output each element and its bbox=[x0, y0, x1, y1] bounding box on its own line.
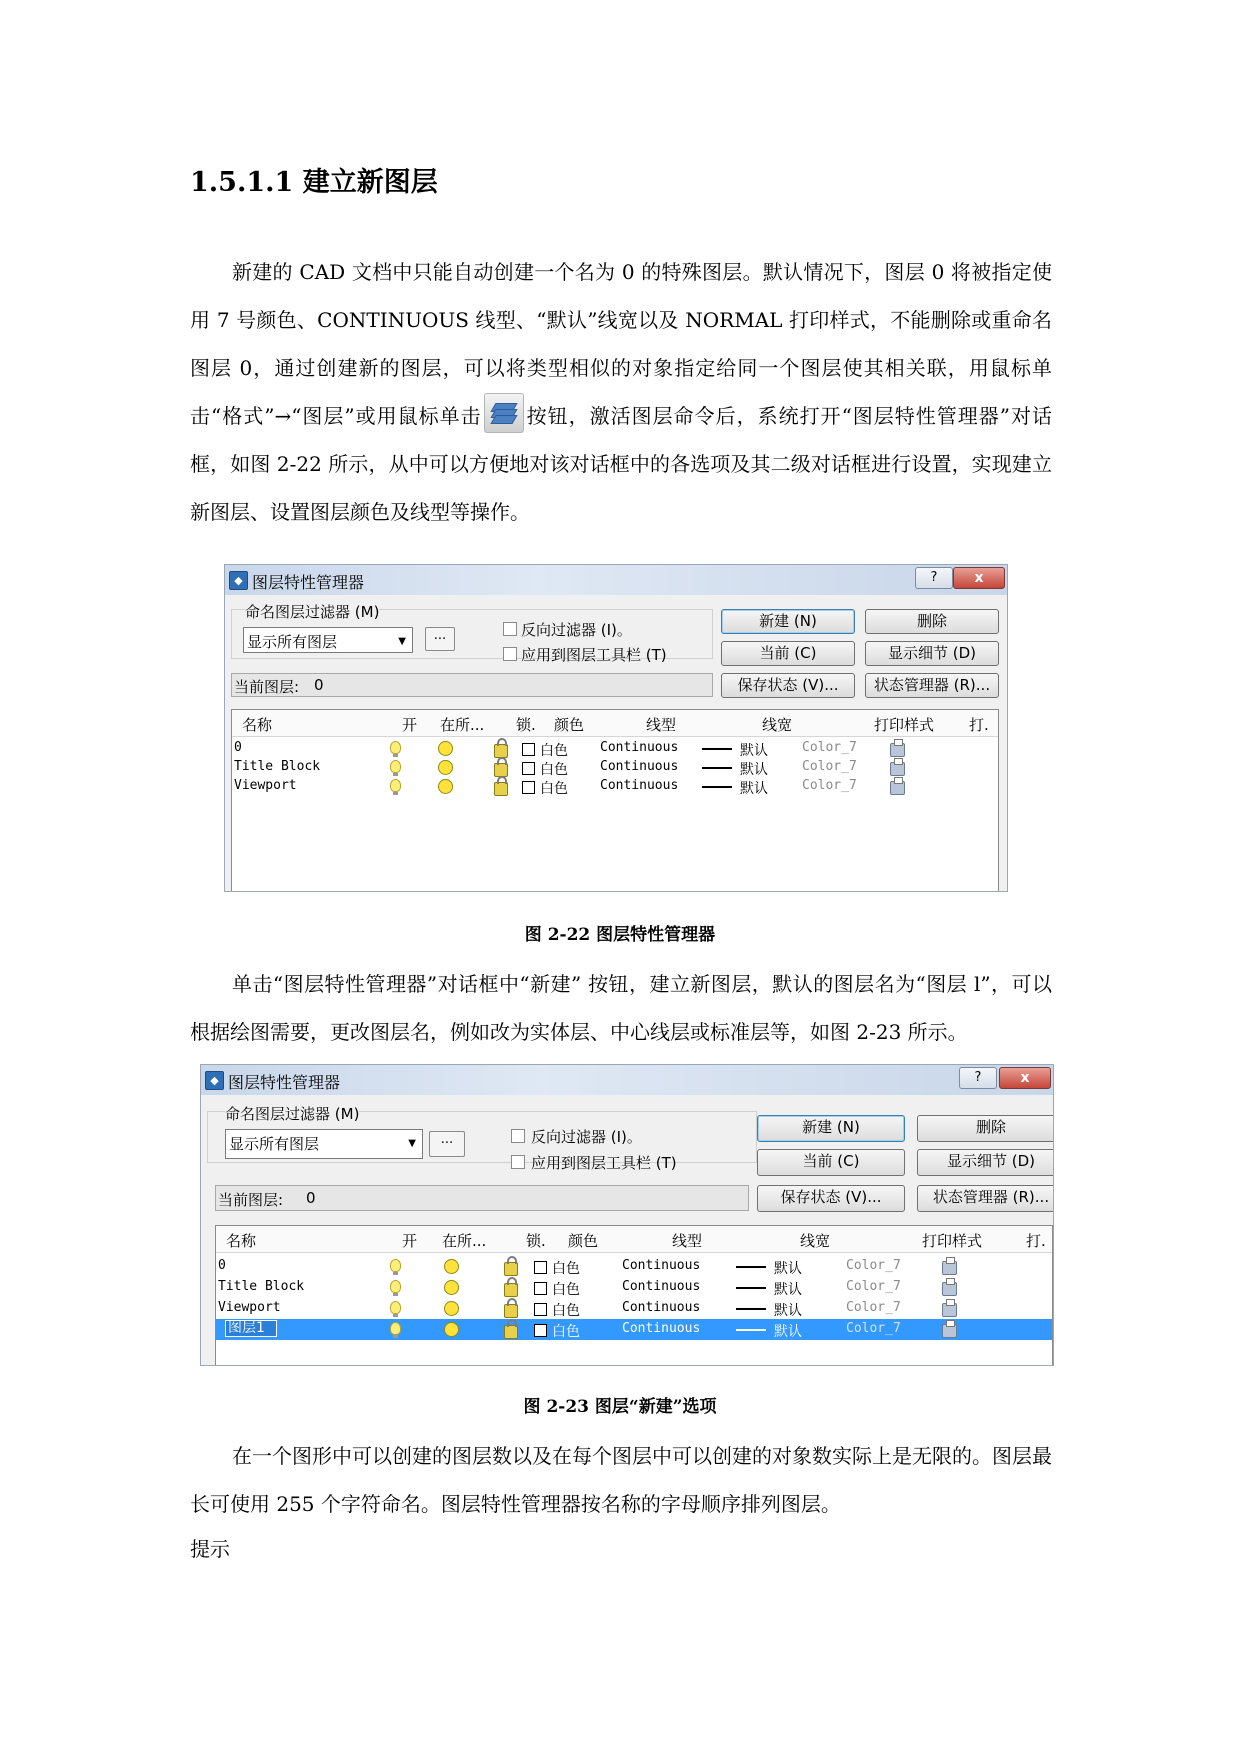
padlock-icon[interactable] bbox=[504, 1262, 518, 1276]
dialog-title: 图层特性管理器 bbox=[228, 1073, 341, 1092]
dialog-titlebar bbox=[225, 565, 1007, 595]
state-manager-button[interactable]: 状态管理器 (R)... bbox=[917, 1185, 1054, 1212]
chevron-down-icon: ▼ bbox=[408, 1138, 416, 1149]
current-layer-bar bbox=[231, 673, 713, 697]
padlock-icon[interactable] bbox=[504, 1325, 518, 1339]
filter-browse-button[interactable]: ... bbox=[425, 627, 455, 651]
layer-plotstyle: Color_7 bbox=[846, 1300, 901, 1315]
apply-toolbar-label: 应用到图层工具栏 (T) bbox=[521, 646, 667, 664]
lineweight-sample bbox=[736, 1329, 766, 1331]
close-button[interactable]: x bbox=[953, 567, 1005, 589]
save-state-button[interactable]: 保存状态 (V)... bbox=[757, 1185, 905, 1212]
printer-icon[interactable] bbox=[890, 762, 905, 776]
current-layer-label: 当前图层: bbox=[218, 1191, 284, 1209]
col-freeze[interactable]: 在所... bbox=[440, 716, 485, 734]
layer-linetype[interactable]: Continuous bbox=[600, 740, 679, 755]
figure-caption-1: 图 2-22 图层特性管理器 bbox=[524, 925, 716, 945]
layer-name: Viewport bbox=[218, 1300, 281, 1315]
layers-icon[interactable] bbox=[484, 393, 524, 433]
paragraph-1-text: 新建的 CAD 文档中只能自动创建一个名为 0 的特殊图层。默认情况下，图层 0 将被指定使用 7 号颜色、CONTINUOUS 线型、“默认”线宽以及 NORMAL 打印样式，不能删除或重命名图层 0，通过创建新的图层，可以将类型相似的对象指定给同一个图层使其相关联，用鼠标单击“格式”→“图层”或用鼠标单击 bbox=[190, 260, 1052, 428]
layer-color[interactable]: 白色 bbox=[540, 762, 568, 778]
section-heading: 1.5.1.1 建立新图层 bbox=[190, 167, 438, 198]
lightbulb-icon[interactable] bbox=[390, 1301, 401, 1314]
layer-lineweight[interactable]: 默认 bbox=[740, 781, 768, 797]
layer-lineweight[interactable]: 默认 bbox=[774, 1261, 802, 1277]
padlock-icon[interactable] bbox=[504, 1283, 518, 1297]
layer-linetype[interactable]: Continuous bbox=[622, 1258, 701, 1273]
layer-linetype[interactable]: Continuous bbox=[622, 1321, 701, 1336]
lineweight-sample bbox=[736, 1308, 766, 1310]
set-current-button[interactable]: 当前 (C) bbox=[757, 1149, 905, 1176]
apply-toolbar-checkbox[interactable] bbox=[511, 1155, 525, 1169]
layer-list[interactable] bbox=[215, 1225, 1053, 1366]
chevron-down-icon: ▼ bbox=[398, 636, 406, 647]
lineweight-sample bbox=[702, 767, 732, 769]
sun-icon[interactable] bbox=[438, 779, 453, 794]
filter-browse-button[interactable]: ... bbox=[429, 1131, 465, 1157]
filter-select-value: 显示所有图层 bbox=[229, 1135, 320, 1153]
layer-properties-dialog-2 bbox=[200, 1064, 1054, 1366]
col-lock[interactable]: 锁. bbox=[526, 1232, 546, 1250]
color-swatch[interactable] bbox=[522, 743, 535, 756]
invert-filter-label: 反向过滤器 (I)。 bbox=[521, 621, 632, 639]
invert-filter-checkbox[interactable] bbox=[503, 622, 517, 636]
current-layer-label: 当前图层: bbox=[234, 678, 300, 696]
sun-icon[interactable] bbox=[438, 741, 453, 756]
layer-name-edit-input[interactable]: 图层1 bbox=[225, 1320, 277, 1337]
filter-group-label: 命名图层过滤器 (M) bbox=[225, 1105, 360, 1123]
col-plotstyle[interactable]: 打印样式 bbox=[922, 1232, 983, 1250]
layer-color[interactable]: 白色 bbox=[540, 781, 568, 797]
color-swatch[interactable] bbox=[534, 1282, 547, 1295]
layer-linetype[interactable]: Continuous bbox=[622, 1279, 701, 1294]
current-layer-bar bbox=[215, 1185, 749, 1211]
layer-color[interactable]: 白色 bbox=[540, 743, 568, 759]
delete-layer-button[interactable]: 删除 bbox=[865, 609, 999, 634]
apply-toolbar-label: 应用到图层工具栏 (T) bbox=[531, 1154, 677, 1172]
col-on[interactable]: 开 bbox=[402, 716, 418, 734]
layer-lineweight[interactable]: 默认 bbox=[740, 762, 768, 778]
layer-row[interactable] bbox=[216, 1256, 1052, 1277]
sun-icon[interactable] bbox=[444, 1301, 459, 1316]
sun-icon[interactable] bbox=[444, 1322, 459, 1337]
layer-list[interactable] bbox=[231, 709, 999, 892]
show-details-button[interactable]: 显示细节 (D) bbox=[865, 641, 999, 666]
close-button[interactable]: x bbox=[999, 1067, 1051, 1089]
current-layer-value: 0 bbox=[314, 676, 324, 694]
layer-color[interactable]: 白色 bbox=[552, 1261, 580, 1277]
filter-group-label: 命名图层过滤器 (M) bbox=[245, 603, 380, 621]
app-icon: ◆ bbox=[229, 571, 248, 590]
help-button[interactable]: ? bbox=[959, 1067, 997, 1089]
paragraph-1-text-cont: 按钮，激活图层命令后，系统打开“图层特性管理器”对话框，如图 2-22 所示，从中可以方便地对该对话框中的各选项及其二级对话框进行设置，实现建立新图层、设置图层颜色及线型等操作。 bbox=[190, 404, 1053, 524]
padlock-icon[interactable] bbox=[494, 744, 508, 758]
col-linetype[interactable]: 线型 bbox=[672, 1232, 703, 1250]
save-state-button[interactable]: 保存状态 (V)... bbox=[721, 673, 855, 698]
layer-plotstyle: Color_7 bbox=[846, 1258, 901, 1273]
col-color[interactable]: 颜色 bbox=[568, 1232, 599, 1250]
app-icon: ◆ bbox=[205, 1071, 224, 1090]
sun-icon[interactable] bbox=[444, 1280, 459, 1295]
color-swatch[interactable] bbox=[522, 781, 535, 794]
lightbulb-icon[interactable] bbox=[390, 1322, 401, 1335]
color-swatch[interactable] bbox=[534, 1261, 547, 1274]
col-plot[interactable]: 打. bbox=[1026, 1232, 1046, 1250]
col-lock[interactable]: 锁. bbox=[516, 716, 536, 734]
figure-caption-2: 图 2-23 图层“新建”选项 bbox=[523, 1397, 717, 1417]
sun-icon[interactable] bbox=[444, 1259, 459, 1274]
layer-linetype[interactable]: Continuous bbox=[622, 1300, 701, 1315]
filter-select[interactable] bbox=[243, 627, 413, 653]
layer-row[interactable] bbox=[232, 757, 998, 778]
padlock-icon[interactable] bbox=[504, 1304, 518, 1318]
layer-lineweight[interactable]: 默认 bbox=[740, 743, 768, 759]
filter-select[interactable] bbox=[225, 1129, 423, 1159]
current-layer-value: 0 bbox=[306, 1189, 316, 1207]
lineweight-sample bbox=[702, 786, 732, 788]
lightbulb-icon[interactable] bbox=[390, 779, 401, 792]
apply-toolbar-checkbox[interactable] bbox=[503, 647, 517, 661]
layer-name: Title Block bbox=[234, 759, 321, 774]
sun-icon[interactable] bbox=[438, 760, 453, 775]
layer-name: 0 bbox=[234, 740, 242, 755]
layer-row[interactable] bbox=[216, 1319, 1052, 1340]
layer-lineweight[interactable]: 默认 bbox=[774, 1303, 802, 1319]
paragraph-2: 单击“图层特性管理器”对话框中“新建” 按钮，建立新图层，默认的图层名为“图层 l”，可以根据绘图需要，更改图层名，例如改为实体层、中心线层或标准层等，如图 2-23 所示。 bbox=[190, 972, 1052, 1044]
tip-label: 提示 bbox=[190, 1537, 230, 1561]
col-name[interactable]: 名称 bbox=[242, 716, 273, 734]
state-manager-button[interactable]: 状态管理器 (R)... bbox=[865, 673, 999, 698]
layer-properties-dialog-1 bbox=[224, 564, 1008, 892]
help-button[interactable]: ? bbox=[915, 567, 953, 589]
layer-row[interactable] bbox=[216, 1298, 1052, 1319]
col-lineweight[interactable]: 线宽 bbox=[762, 716, 793, 734]
filter-select-value: 显示所有图层 bbox=[247, 633, 338, 651]
col-lineweight[interactable]: 线宽 bbox=[800, 1232, 831, 1250]
col-linetype[interactable]: 线型 bbox=[646, 716, 677, 734]
printer-icon[interactable] bbox=[890, 743, 905, 757]
layer-color[interactable]: 白色 bbox=[552, 1282, 580, 1298]
invert-filter-checkbox[interactable] bbox=[511, 1129, 525, 1143]
show-details-button[interactable]: 显示细节 (D) bbox=[917, 1149, 1054, 1176]
layer-list-header bbox=[216, 1226, 1052, 1253]
paragraph-1 bbox=[190, 248, 1052, 536]
padlock-icon[interactable] bbox=[494, 782, 508, 796]
col-freeze[interactable]: 在所... bbox=[442, 1232, 487, 1250]
layer-name: 0 bbox=[218, 1258, 226, 1273]
col-color[interactable]: 颜色 bbox=[554, 716, 585, 734]
col-on[interactable]: 开 bbox=[402, 1232, 418, 1250]
layer-name: Title Block bbox=[218, 1279, 305, 1294]
paragraph-3: 在一个图形中可以创建的图层数以及在每个图层中可以创建的对象数实际上是无限的。图层最长可使用 255 个字符命名。图层特性管理器按名称的字母顺序排列图层。 bbox=[190, 1444, 1052, 1516]
layer-plotstyle: Color_7 bbox=[802, 740, 857, 755]
lightbulb-icon[interactable] bbox=[390, 1259, 401, 1272]
lightbulb-icon[interactable] bbox=[390, 741, 401, 754]
layer-plotstyle: Color_7 bbox=[802, 759, 857, 774]
lineweight-sample bbox=[736, 1287, 766, 1289]
col-plotstyle[interactable]: 打印样式 bbox=[874, 716, 935, 734]
layer-color[interactable]: 白色 bbox=[552, 1303, 580, 1319]
printer-icon[interactable] bbox=[942, 1261, 957, 1275]
layer-row[interactable] bbox=[232, 776, 998, 797]
lineweight-sample bbox=[736, 1266, 766, 1268]
layer-row[interactable] bbox=[232, 738, 998, 759]
col-plot[interactable]: 打. bbox=[969, 716, 989, 734]
padlock-icon[interactable] bbox=[494, 763, 508, 777]
layer-row[interactable] bbox=[216, 1277, 1052, 1298]
delete-layer-button[interactable]: 删除 bbox=[917, 1115, 1054, 1142]
printer-icon[interactable] bbox=[890, 781, 905, 795]
layer-lineweight[interactable]: 默认 bbox=[774, 1282, 802, 1298]
layer-lineweight[interactable]: 默认 bbox=[774, 1324, 802, 1340]
lineweight-sample bbox=[702, 748, 732, 750]
layer-color[interactable]: 白色 bbox=[552, 1324, 580, 1340]
printer-icon[interactable] bbox=[942, 1282, 957, 1296]
color-swatch[interactable] bbox=[534, 1324, 547, 1337]
col-name[interactable]: 名称 bbox=[226, 1232, 257, 1250]
new-layer-button[interactable]: 新建 (N) bbox=[721, 609, 855, 634]
layer-list-header bbox=[232, 710, 998, 737]
set-current-button[interactable]: 当前 (C) bbox=[721, 641, 855, 666]
dialog-titlebar bbox=[201, 1065, 1053, 1095]
color-swatch[interactable] bbox=[534, 1303, 547, 1316]
lightbulb-icon[interactable] bbox=[390, 760, 401, 773]
layer-plotstyle: Color_7 bbox=[802, 778, 857, 793]
layer-plotstyle: Color_7 bbox=[846, 1321, 901, 1336]
dialog-title: 图层特性管理器 bbox=[252, 573, 365, 592]
layer-plotstyle: Color_7 bbox=[846, 1279, 901, 1294]
lightbulb-icon[interactable] bbox=[390, 1280, 401, 1293]
printer-icon[interactable] bbox=[942, 1324, 957, 1338]
layer-linetype[interactable]: Continuous bbox=[600, 759, 679, 774]
layer-name: Viewport bbox=[234, 778, 297, 793]
printer-icon[interactable] bbox=[942, 1303, 957, 1317]
color-swatch[interactable] bbox=[522, 762, 535, 775]
invert-filter-label: 反向过滤器 (I)。 bbox=[531, 1128, 642, 1146]
new-layer-button[interactable]: 新建 (N) bbox=[757, 1115, 905, 1142]
layer-linetype[interactable]: Continuous bbox=[600, 778, 679, 793]
